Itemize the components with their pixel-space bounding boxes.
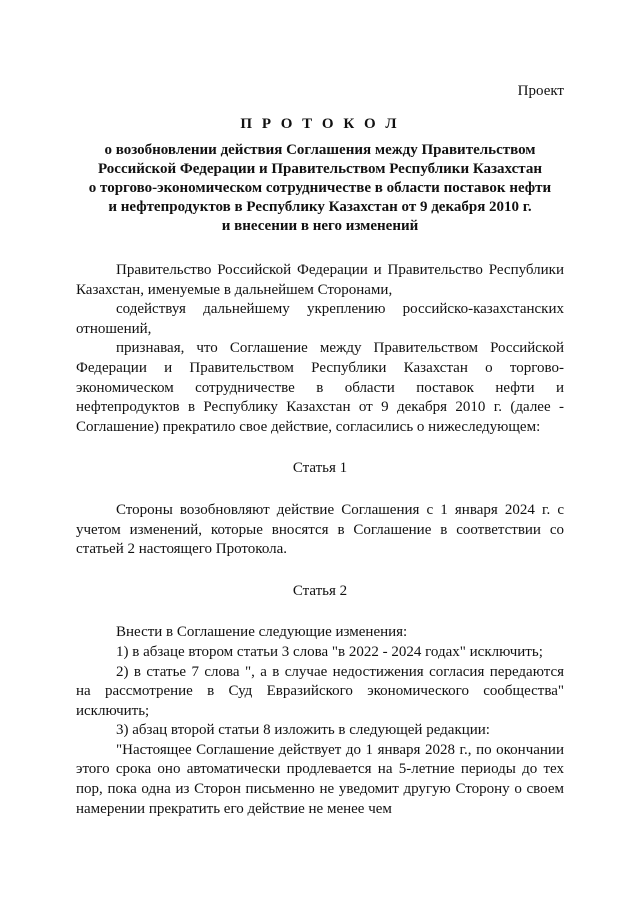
subtitle-line: и нефтепродуктов в Республику Казахстан от 9 декабря 2010 г. (108, 199, 532, 215)
article-2-item: Внести в Соглашение следующие изменения: (116, 624, 408, 641)
subtitle-line: Российской Федерации и Правительством Республики Казахстан (98, 161, 542, 177)
article-2-item: 3) абзац второй статьи 8 изложить в следующей редакции: (116, 722, 490, 739)
article-2-item: 2) в статье 7 слова ", а в случае недостижения согласия передаются на рассмотрение в Суд Евразийского экономического сообщества" исключить; (76, 663, 564, 719)
subtitle-line: о возобновлении действия Соглашения между Правительством (104, 142, 536, 158)
article-1-text: Стороны возобновляют действие Соглашения с 1 января 2024 г. с учетом изменений, которые вносятся в Соглашение в соответствии со статьей 2 настоящего Протокола. (76, 501, 564, 558)
draft-label: Проект (517, 83, 564, 99)
document-title: П Р О Т О К О Л (240, 116, 400, 132)
article-2-item: 1) в абзаце втором статьи 3 слова "в 2022 - 2024 годах" исключить; (116, 643, 543, 660)
article-2-item: "Настоящее Соглашение действует до 1 января 2028 г., по окончании этого срока оно автоматически продлевается на 5-летние периоды до тех пор, пока одна из Сторон письменно не уведомит другую Сторону о своем намерении прекратить его действие не менее чем (76, 741, 564, 817)
preamble-paragraph: содействуя дальнейшему укреплению российско-казахстанских отношений, (76, 301, 564, 337)
document-subtitle (76, 141, 564, 236)
subtitle-line: и внесении в него изменений (221, 218, 419, 234)
article-2-heading: Статья 2 (292, 582, 348, 599)
preamble-paragraph: признавая, что Соглашение между Правительством Российской Федерации и Правительством Республики Казахстан о торгово-экономическом сотрудничестве в области поставок нефти и нефтепродуктов в Республику Казахстан от 9 декабря 2010 г. (далее - Соглашение) прекратило свое действие, согласились о нижеследующем: (76, 340, 564, 435)
preamble-paragraph: Правительство Российской Федерации и Правительство Республики Казахстан, именуемые в дальнейшем Сторонами, (76, 262, 564, 298)
subtitle-line: о торгово-экономическом сотрудничестве в области поставок нефти (88, 180, 552, 196)
document-body (76, 261, 564, 819)
article-1-heading: Статья 1 (292, 460, 348, 477)
